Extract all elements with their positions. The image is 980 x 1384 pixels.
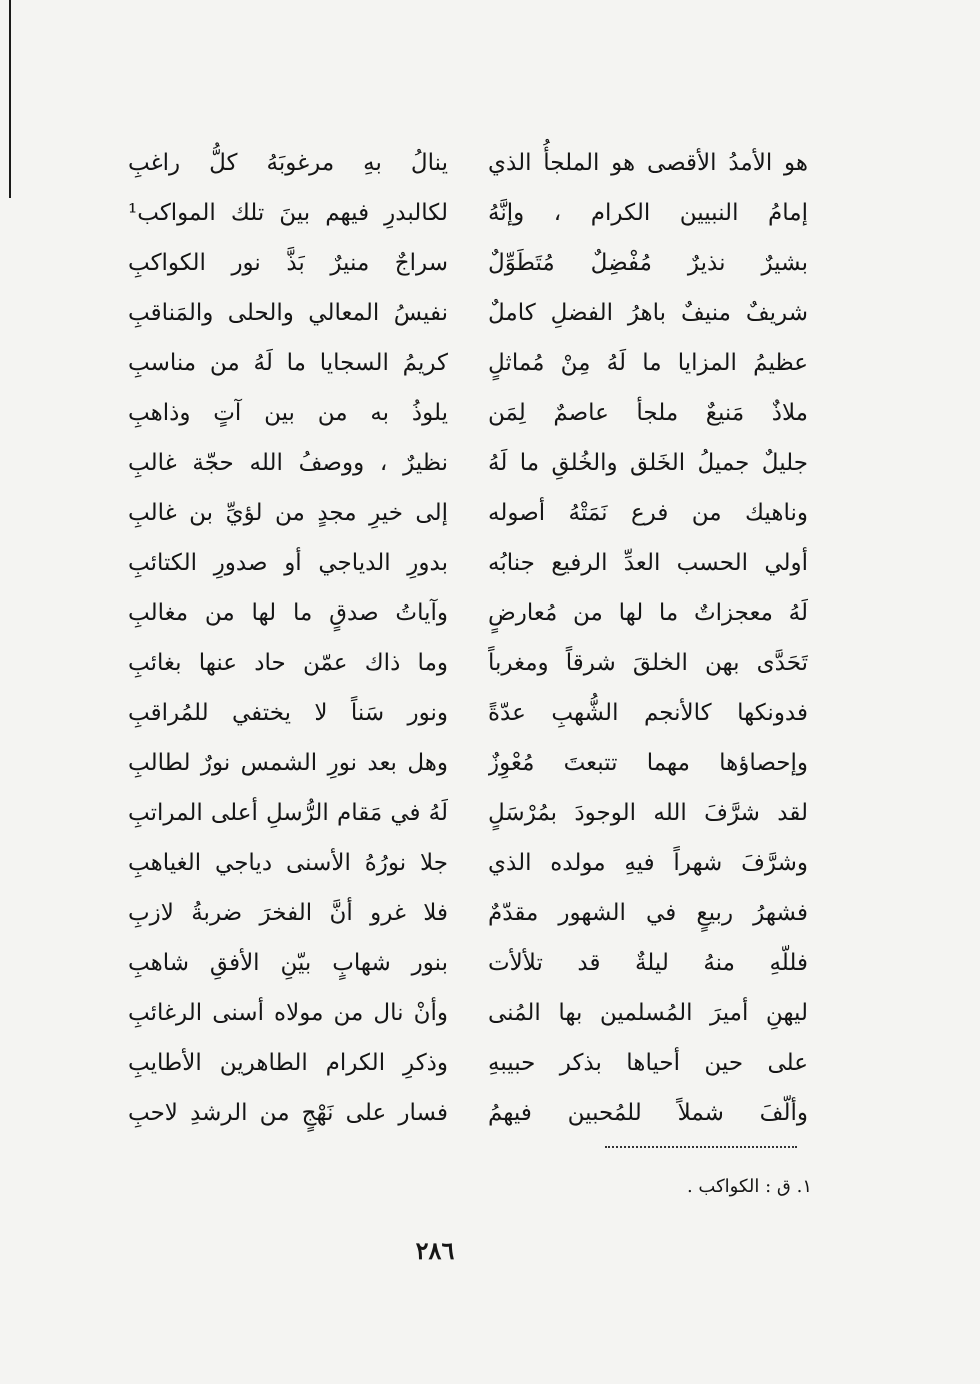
verse-first-hemistich: تَحَدَّى بهن الخلقَ شرقاً ومغرباً <box>488 650 808 676</box>
verse-second-hemistich: يلوذُ به من بين آتٍ وذاهبِ <box>128 400 448 426</box>
verse-first-hemistich: ملاذٌ مَنيعٌ ملجأ عاصمٌ لِمَن <box>488 400 808 426</box>
verse-line <box>128 438 808 488</box>
verse-line <box>128 888 808 938</box>
verse-line <box>128 638 808 688</box>
verse-line <box>128 388 808 438</box>
verse-first-hemistich: وإحصاؤها مهما تتبعتَ مُعْوِزٌ <box>488 750 808 776</box>
verse-second-hemistich: فسار على نَهْجٍ من الرشدِ لاحبِ <box>128 1100 448 1126</box>
verse-line <box>128 838 808 888</box>
verse-second-hemistich: بنور شهابٍ بيّنِ الأفقِ شاهبِ <box>128 950 448 976</box>
verse-second-hemistich: إلى خيرِ مجدٍ من لؤيِّ بن غالبِ <box>128 500 448 526</box>
verse-second-hemistich: جلا نورُهُ الأسنى دياجي الغياهبِ <box>128 850 448 876</box>
verse-second-hemistich: وأنْ نال من مولاه أسنى الرغائبِ <box>128 1000 448 1026</box>
verse-first-hemistich: إمامُ النبيين الكرام ، وإنَّهُ <box>488 200 808 226</box>
footnote-separator <box>605 1146 797 1148</box>
verse-first-hemistich: لَهُ معجزاتٌ ما لها من مُعارضٍ <box>488 600 808 626</box>
verse-first-hemistich: هو الأمدُ الأقصى هو الملجأُ الذي <box>488 150 808 176</box>
verse-line <box>128 1038 808 1088</box>
verse-second-hemistich: وآياتُ صدقٍ ما لها من مغالبِ <box>128 600 448 626</box>
footnote: ١. ق : الكواكب . <box>686 1176 812 1197</box>
verse-first-hemistich: لقد شرَّفَ الله الوجودَ بمُرْسَلٍ <box>488 800 808 826</box>
verse-second-hemistich: كريمُ السجايا ما لَهُ من مناسبِ <box>128 350 448 376</box>
verse-line <box>128 188 808 238</box>
verse-line <box>128 238 808 288</box>
verse-line <box>128 738 808 788</box>
verse-first-hemistich: عظيمُ المزايا ما لَهُ مِنْ مُماثلٍ <box>488 350 808 376</box>
verse-second-hemistich: وهل بعد نورِ الشمس نورٌ لطالبِ <box>128 750 448 776</box>
verse-first-hemistich: وشرَّفَ شهراً فيهِ مولده الذي <box>488 850 808 876</box>
verse-first-hemistich: وألّفَ شملاً للمُحبين فيهمُ <box>488 1100 808 1126</box>
verse-second-hemistich: ينالُ بهِ مرغوبَهُ كلُّ راغبِ <box>128 150 448 176</box>
verse-second-hemistich: نفيسُ المعالي والحلى والمَناقبِ <box>128 300 448 326</box>
verse-line <box>128 938 808 988</box>
verse-second-hemistich: وذكرِ الكرام الطاهرين الأطايبِ <box>128 1050 448 1076</box>
verse-line <box>128 338 808 388</box>
verse-first-hemistich: ليهنِ أميرَ المُسلمين بها المُنى <box>488 1000 808 1026</box>
verse-line <box>128 588 808 638</box>
verse-first-hemistich: أولي الحسب العدِّ الرفيع جنابُه <box>488 550 808 576</box>
verse-first-hemistich: جليلٌ جميلُ الخَلق والخُلقِ ما لَهُ <box>488 450 808 476</box>
verse-line <box>128 988 808 1038</box>
page-edge-line <box>9 0 11 198</box>
verse-second-hemistich: فلا غرو أنَّ الفخرَ ضربةُ لازبِ <box>128 900 448 926</box>
verse-line <box>128 688 808 738</box>
verse-first-hemistich: فللّهِ منهُ ليلةٌ قد تلألأت <box>488 950 808 976</box>
verse-first-hemistich: على حين أحياها بذكر حبيبهِ <box>488 1050 808 1076</box>
verse-second-hemistich: ونور سَناً لا يختفي للمُراقبِ <box>128 700 448 726</box>
verse-line <box>128 1088 808 1138</box>
verse-first-hemistich: وناهيك من فرع نَمَتْهُ أصوله <box>488 500 808 526</box>
verse-second-hemistich: وما ذاك عمّن حاد عنها بغائبِ <box>128 650 448 676</box>
verse-line <box>128 538 808 588</box>
verse-second-hemistich: لَهُ في مَقام الرُّسلِ أعلى المراتبِ <box>128 800 448 826</box>
verse-second-hemistich: بدورِ الدياجي أو صدورِ الكتائبِ <box>128 550 448 576</box>
page-number: ٢٨٦ <box>415 1236 455 1265</box>
verse-second-hemistich: نظيرٌ ، ووصفُ الله حجّة غالبِ <box>128 450 448 476</box>
verse-first-hemistich: شريفٌ منيفٌ باهرُ الفضلِ كاملٌ <box>488 300 808 326</box>
verse-first-hemistich: فدونكها كالأنجم الشُّهبِ عدّةً <box>488 700 808 726</box>
verse-line <box>128 138 808 188</box>
verse-second-hemistich: سراجٌ منيرٌ بَذَّ نور الكواكبِ <box>128 250 448 276</box>
verse-line <box>128 488 808 538</box>
verse-first-hemistich: بشيرٌ نذيرٌ مُفْضِلٌ مُتَطَوِّلٌ <box>488 250 808 276</box>
verse-first-hemistich: فشهرُ ربيعٍ في الشهور مقدّمٌ <box>488 900 808 926</box>
verse-line <box>128 288 808 338</box>
verse-line <box>128 788 808 838</box>
poem-body <box>128 138 808 1138</box>
verse-second-hemistich: لكالبدرِ فيهم بينَ تلك المواكب¹ <box>128 200 448 226</box>
